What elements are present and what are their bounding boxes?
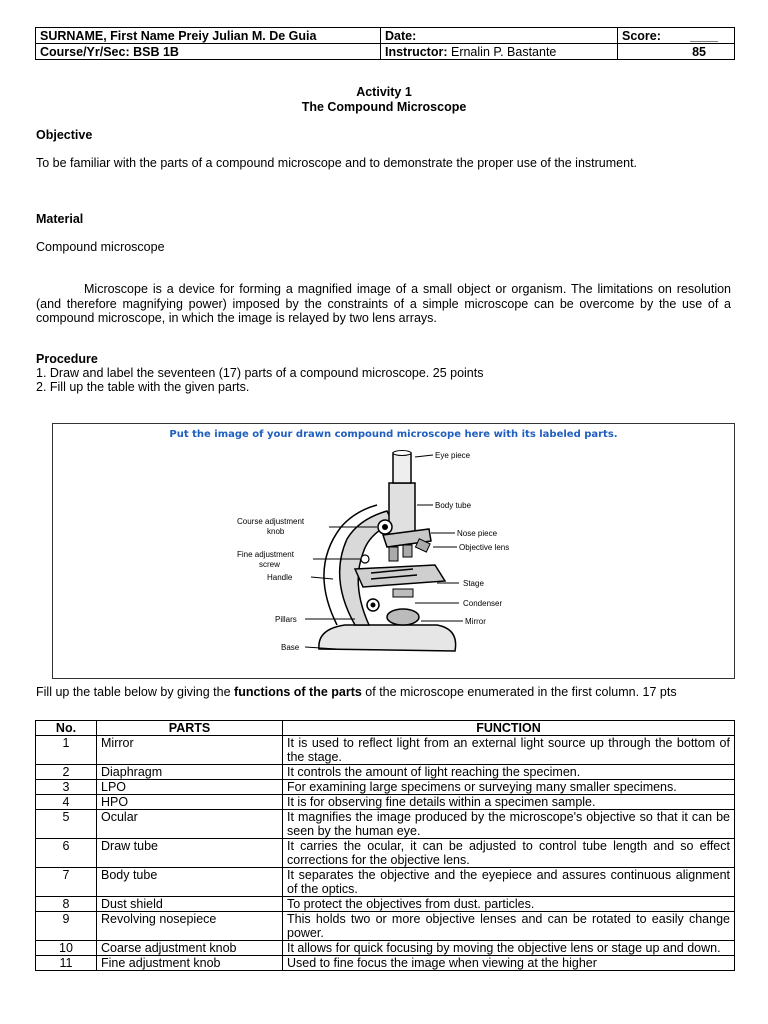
row-part: HPO <box>97 795 283 810</box>
row-function: It carries the ocular, it can be adjusted to control tube length and so effect corrections for the objective lens. <box>283 839 735 868</box>
row-part: Coarse adjustment knob <box>97 941 283 956</box>
row-function: Used to fine focus the image when viewing at the higher <box>283 956 735 971</box>
row-function: It is used to reflect light from an external light source up through the bottom of the stage. <box>283 736 735 765</box>
label-fine-2: screw <box>259 560 280 569</box>
header-parts: PARTS <box>97 721 283 736</box>
table-instruction: Fill up the table below by giving the functions of the parts of the microscope enumerated in the first column. 17 pts <box>36 685 677 699</box>
row-function: It allows for quick focusing by moving the objective lens or stage up and down. <box>283 941 735 956</box>
activity-number: Activity 1 <box>356 85 412 99</box>
material-item: Compound microscope <box>36 240 165 254</box>
label-handle: Handle <box>267 573 293 582</box>
header-table <box>35 27 735 60</box>
table-row <box>36 795 735 810</box>
table-row <box>36 780 735 795</box>
row-number: 11 <box>36 956 97 971</box>
row-number: 5 <box>36 810 97 839</box>
row-number: 7 <box>36 868 97 897</box>
table-row <box>36 897 735 912</box>
image-caption: Put the image of your drawn compound microscope here with its labeled parts. <box>169 429 618 440</box>
instructor-name: Ernalin P. Bastante <box>450 44 557 59</box>
row-part: Draw tube <box>97 839 283 868</box>
table-row <box>36 736 735 765</box>
procedure-step-1: 1. Draw and label the seventeen (17) parts of a compound microscope. 25 points <box>36 366 484 380</box>
table-row <box>36 810 735 839</box>
table-row <box>36 868 735 897</box>
row-number: 1 <box>36 736 97 765</box>
label-nose-piece: Nose piece <box>457 529 498 538</box>
row-function: It controls the amount of light reaching the specimen. <box>283 765 735 780</box>
label-eye-piece: Eye piece <box>435 451 471 460</box>
row-number: 6 <box>36 839 97 868</box>
table-row <box>36 839 735 868</box>
functions-table <box>35 720 735 971</box>
score-value: 85 <box>692 44 706 59</box>
header-function: FUNCTION <box>283 721 735 736</box>
row-part: Body tube <box>97 868 283 897</box>
instruction-emphasis: functions of the parts <box>234 685 362 699</box>
row-part: Ocular <box>97 810 283 839</box>
surname-field: SURNAME, First Name Preiy Julian M. De Guia <box>36 28 381 44</box>
score-value-cell <box>618 44 735 60</box>
label-objective-lens: Objective lens <box>459 543 510 552</box>
row-function: To protect the objectives from dust. particles. <box>283 897 735 912</box>
row-function: It separates the objective and the eyepiece and assures continuous alignment of the optics. <box>283 868 735 897</box>
objective-text: To be familiar with the parts of a compound microscope and to demonstrate the proper use of the instrument. <box>36 156 638 170</box>
row-function: For examining large specimens or surveying many smaller specimens. <box>283 780 735 795</box>
row-part: Revolving nosepiece <box>97 912 283 941</box>
score-field: Score: ____ <box>618 28 735 44</box>
microscope-drawing <box>237 449 541 665</box>
score-line: ____ <box>690 28 718 43</box>
table-row <box>36 956 735 971</box>
intro-paragraph: Microscope is a device for forming a magnified image of a small object or organism. The limitations on resolution (and therefore magnifying power) imposed by the constraints of a simple microscope can be overcome by the use of a compound microscope, in which the image is relayed by two lens arrays. <box>36 282 731 325</box>
procedure-heading: Procedure <box>36 352 98 366</box>
instructor-label: Instructor: <box>385 44 448 59</box>
header-no: No. <box>36 721 97 736</box>
row-function: It is for observing fine details within a specimen sample. <box>283 795 735 810</box>
row-function: This holds two or more objective lenses and can be rotated to easily change power. <box>283 912 735 941</box>
table-row <box>36 765 735 780</box>
instructor-field <box>381 44 618 60</box>
activity-title: The Compound Microscope <box>301 100 467 114</box>
material-heading: Material <box>36 212 84 226</box>
row-number: 9 <box>36 912 97 941</box>
row-part: Dust shield <box>97 897 283 912</box>
row-function: It magnifies the image produced by the microscope's objective so that it can be seen by the human eye. <box>283 810 735 839</box>
date-field: Date: <box>381 28 618 44</box>
row-part: Mirror <box>97 736 283 765</box>
objective-heading: Objective <box>36 128 93 142</box>
microscope-image-box <box>52 423 735 679</box>
label-coarse-1: Course adjustment <box>237 517 305 526</box>
label-condenser: Condenser <box>463 599 503 608</box>
table-row <box>36 941 735 956</box>
label-pillars: Pillars <box>275 615 297 624</box>
row-number: 10 <box>36 941 97 956</box>
row-number: 3 <box>36 780 97 795</box>
procedure-step-2: 2. Fill up the table with the given parts. <box>36 380 250 394</box>
row-part: Diaphragm <box>97 765 283 780</box>
label-stage: Stage <box>463 579 484 588</box>
label-mirror: Mirror <box>465 617 486 626</box>
row-part: LPO <box>97 780 283 795</box>
course-field: Course/Yr/Sec: BSB 1B <box>36 44 381 60</box>
row-number: 8 <box>36 897 97 912</box>
label-coarse-2: knob <box>267 527 285 536</box>
row-number: 4 <box>36 795 97 810</box>
label-fine-1: Fine adjustment <box>237 550 294 559</box>
table-row <box>36 912 735 941</box>
label-base: Base <box>281 643 300 652</box>
row-number: 2 <box>36 765 97 780</box>
label-body-tube: Body tube <box>435 501 472 510</box>
row-part: Fine adjustment knob <box>97 956 283 971</box>
